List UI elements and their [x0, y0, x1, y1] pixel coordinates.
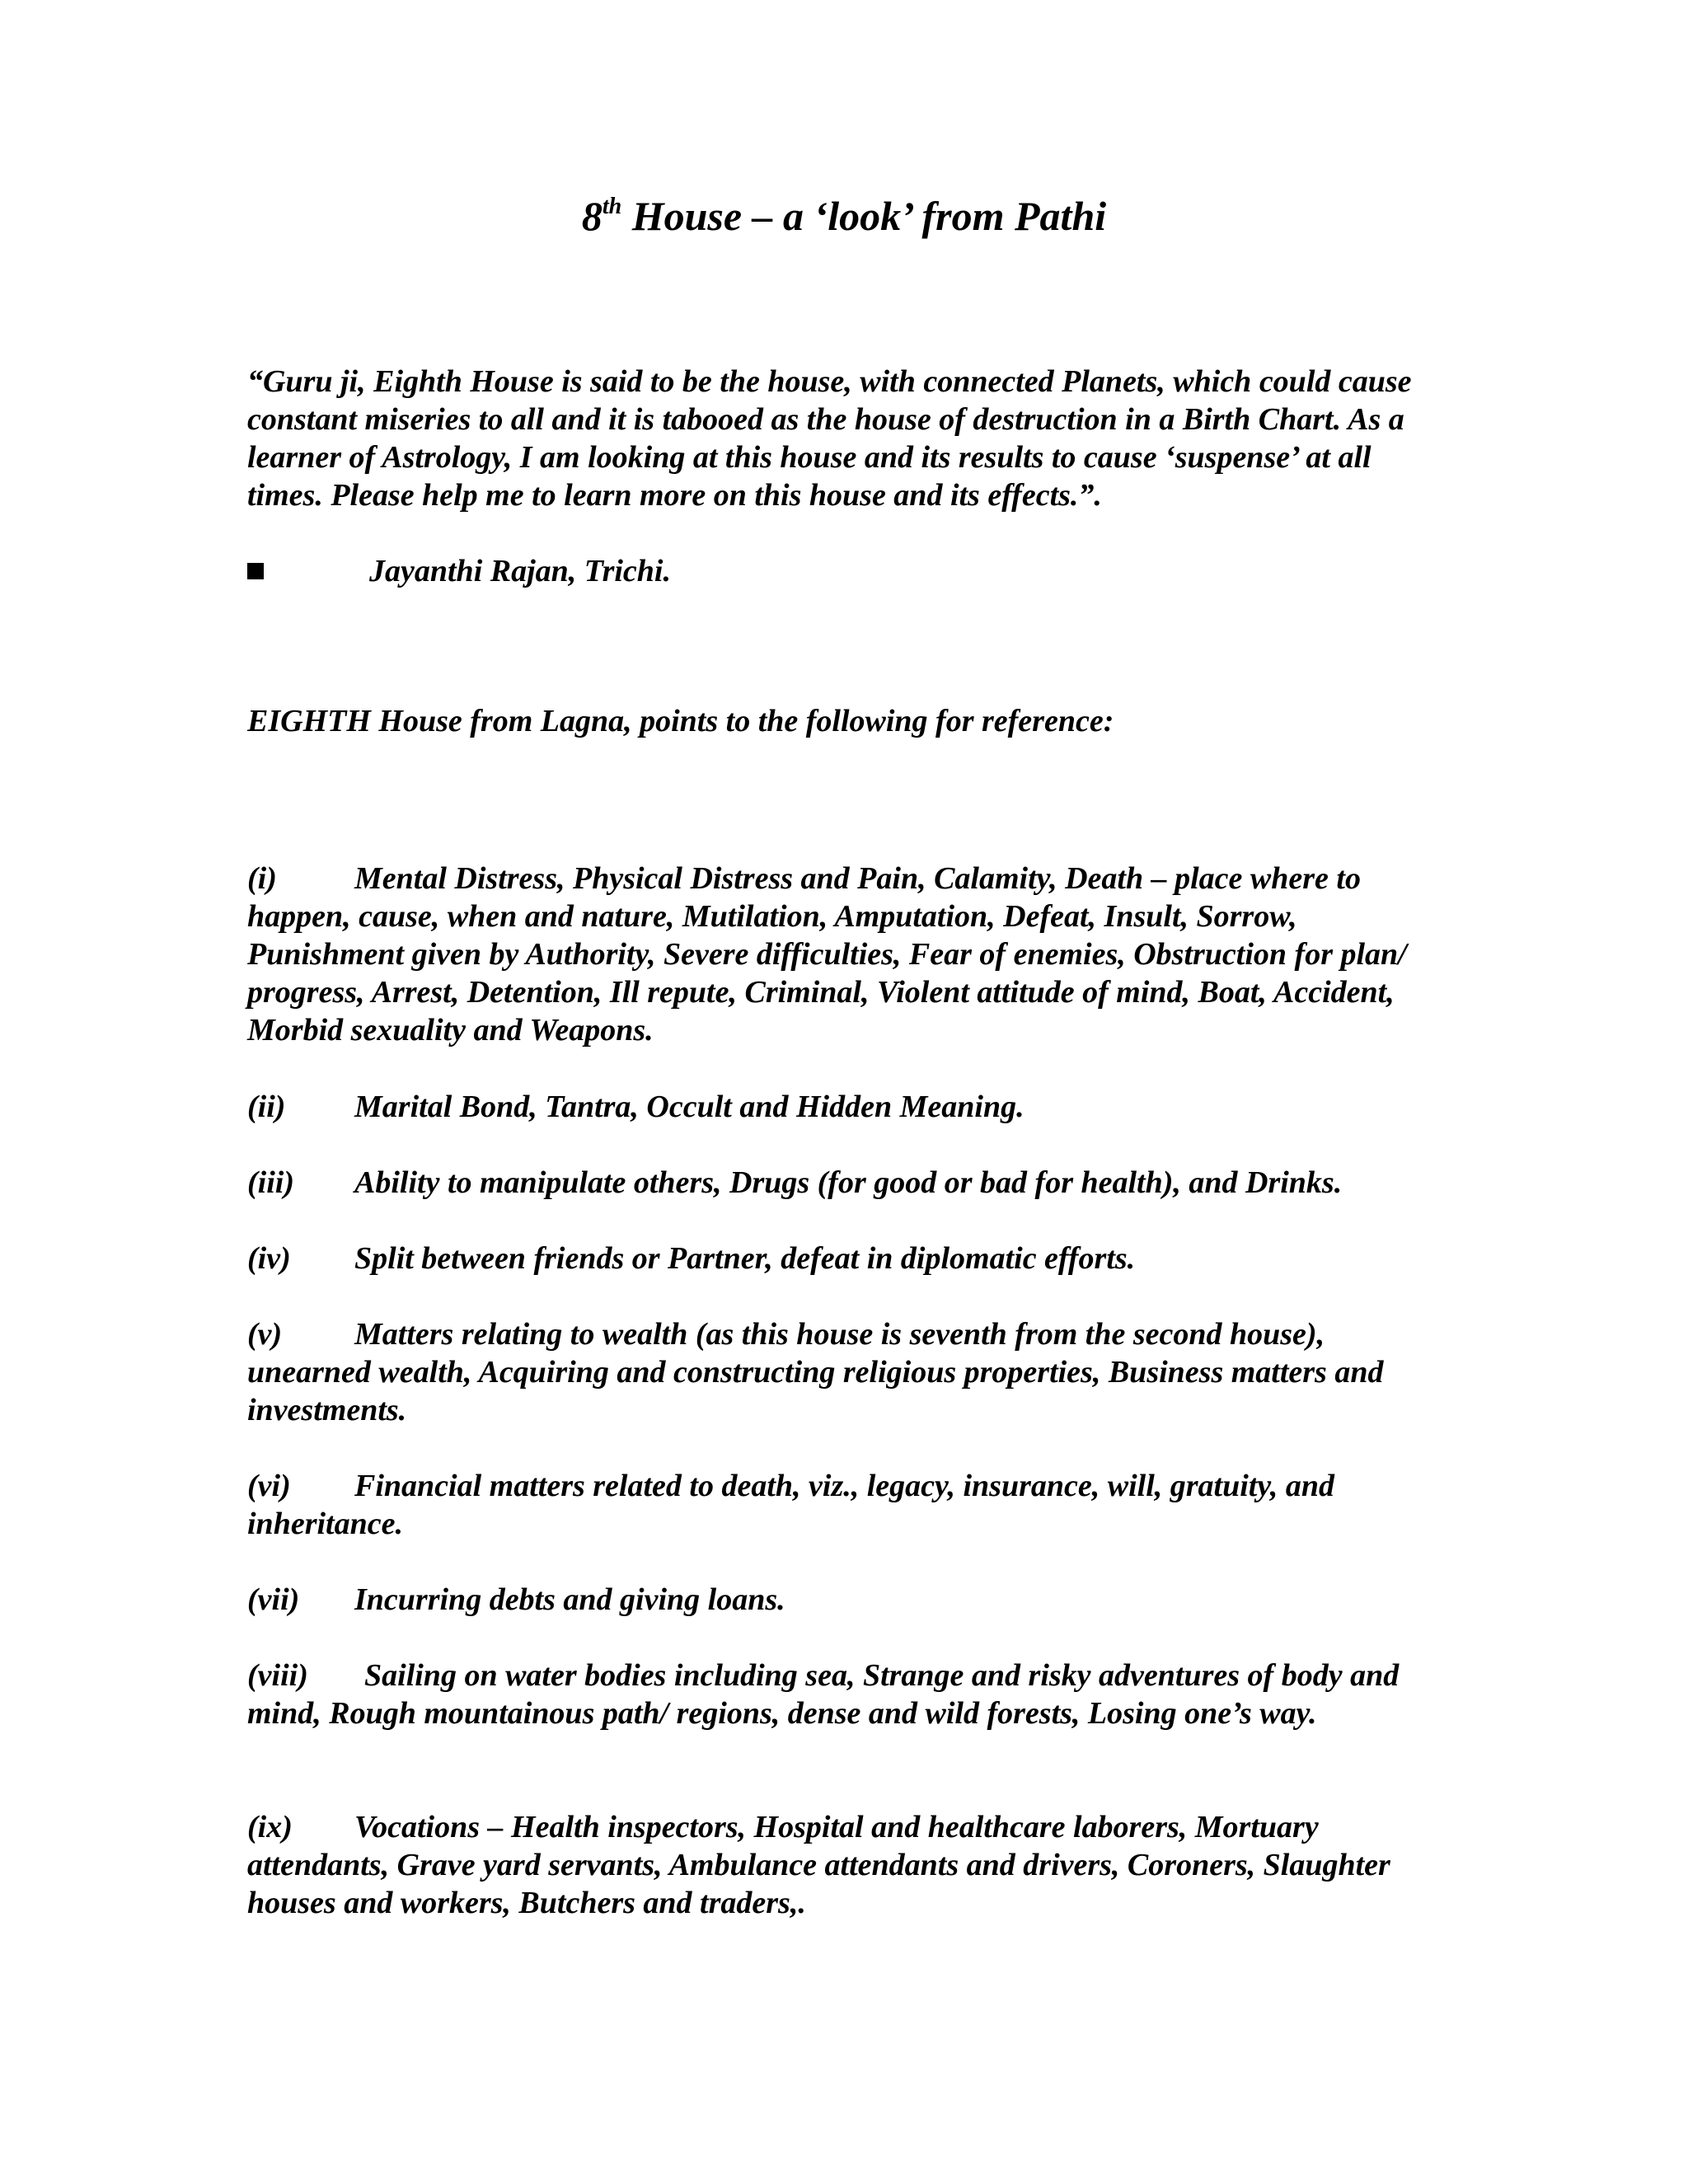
- list-item-number: (v): [247, 1317, 283, 1352]
- square-bullet-icon: [247, 563, 264, 579]
- list-item: [247, 1164, 1451, 1202]
- list-item-text: Financial matters related to death, viz., legacy, insurance, will, gratuity, and inheritance.: [247, 1469, 1334, 1541]
- list-item-text: Matters relating to wealth (as this house is seventh from the second house), unearned wealth, Acquiring and constructing religious properties, Business matters and investments.: [247, 1317, 1384, 1427]
- list-item-text: Incurring debts and giving loans.: [354, 1582, 785, 1617]
- intro-text: EIGHTH House from Lagna, points to the following for reference:: [247, 704, 1114, 738]
- list-item-text: Mental Distress, Physical Distress and Pain, Calamity, Death – place where to happen, cause, when and nature, Mutilation, Amputation, Defeat, Insult, Sorrow, Punishment given by Authority, Severe difficulties, Fear of enemies, Obstruction for plan/ progress, Arrest, Detention, Ill repute, Criminal, Violent attitude of mind, Boat, Accident, Morbid sexuality and Weapons.: [247, 861, 1407, 1047]
- list-item-number: (iv): [247, 1241, 291, 1276]
- list-item: [247, 1581, 1451, 1619]
- page-title: [0, 191, 1688, 241]
- list-item: [247, 1808, 1451, 1922]
- list-item: [247, 1657, 1451, 1732]
- list-item: [247, 1315, 1451, 1429]
- list-item-text: Ability to manipulate others, Drugs (for good or bad for health), and Drinks.: [354, 1165, 1343, 1200]
- list-item-text: Vocations – Health inspectors, Hospital and healthcare laborers, Mortuary attendants, Grave yard servants, Ambulance attendants and drivers, Coroners, Slaughter houses and workers, Butchers and traders,.: [247, 1810, 1390, 1920]
- list-item-number: (ix): [247, 1810, 293, 1844]
- list-item: [247, 1240, 1451, 1277]
- attribution: [247, 552, 1401, 590]
- list-item: [247, 860, 1451, 1049]
- list-item-number: (vi): [247, 1469, 291, 1503]
- list-item-number: (ii): [247, 1090, 286, 1124]
- list-item-text: Marital Bond, Tantra, Occult and Hidden Meaning.: [354, 1090, 1025, 1124]
- title-number: 8: [581, 193, 603, 239]
- question-quote: “Guru ji, Eighth House is said to be the house, with connected Planets, which could cause constant miseries to all and it is tabooed as the house of destruction in a Birth Chart. As a learner of Astrology, I am looking at this house and its results to cause ‘suspense’ at all times. Please help me to learn more on this house and its effects.”.: [247, 364, 1412, 513]
- list-item-number: (i): [247, 861, 277, 896]
- title-superscript: th: [602, 194, 622, 219]
- list-item-text: Split between friends or Partner, defeat in diplomatic efforts.: [354, 1241, 1136, 1276]
- list-item: [247, 1088, 1451, 1126]
- list-item-number: (iii): [247, 1165, 294, 1200]
- list-item: [247, 1467, 1451, 1543]
- list-item-number: (vii): [247, 1582, 300, 1617]
- list-item-text: Sailing on water bodies including sea, Strange and risky adventures of body and mind, Rough mountainous path/ regions, dense and wild forests, Losing one’s way.: [247, 1658, 1400, 1731]
- attribution-text: Jayanthi Rajan, Trichi.: [369, 554, 671, 588]
- list-item-number: (viii): [247, 1658, 308, 1693]
- title-text: House – a ‘look’ from Pathi: [621, 193, 1107, 239]
